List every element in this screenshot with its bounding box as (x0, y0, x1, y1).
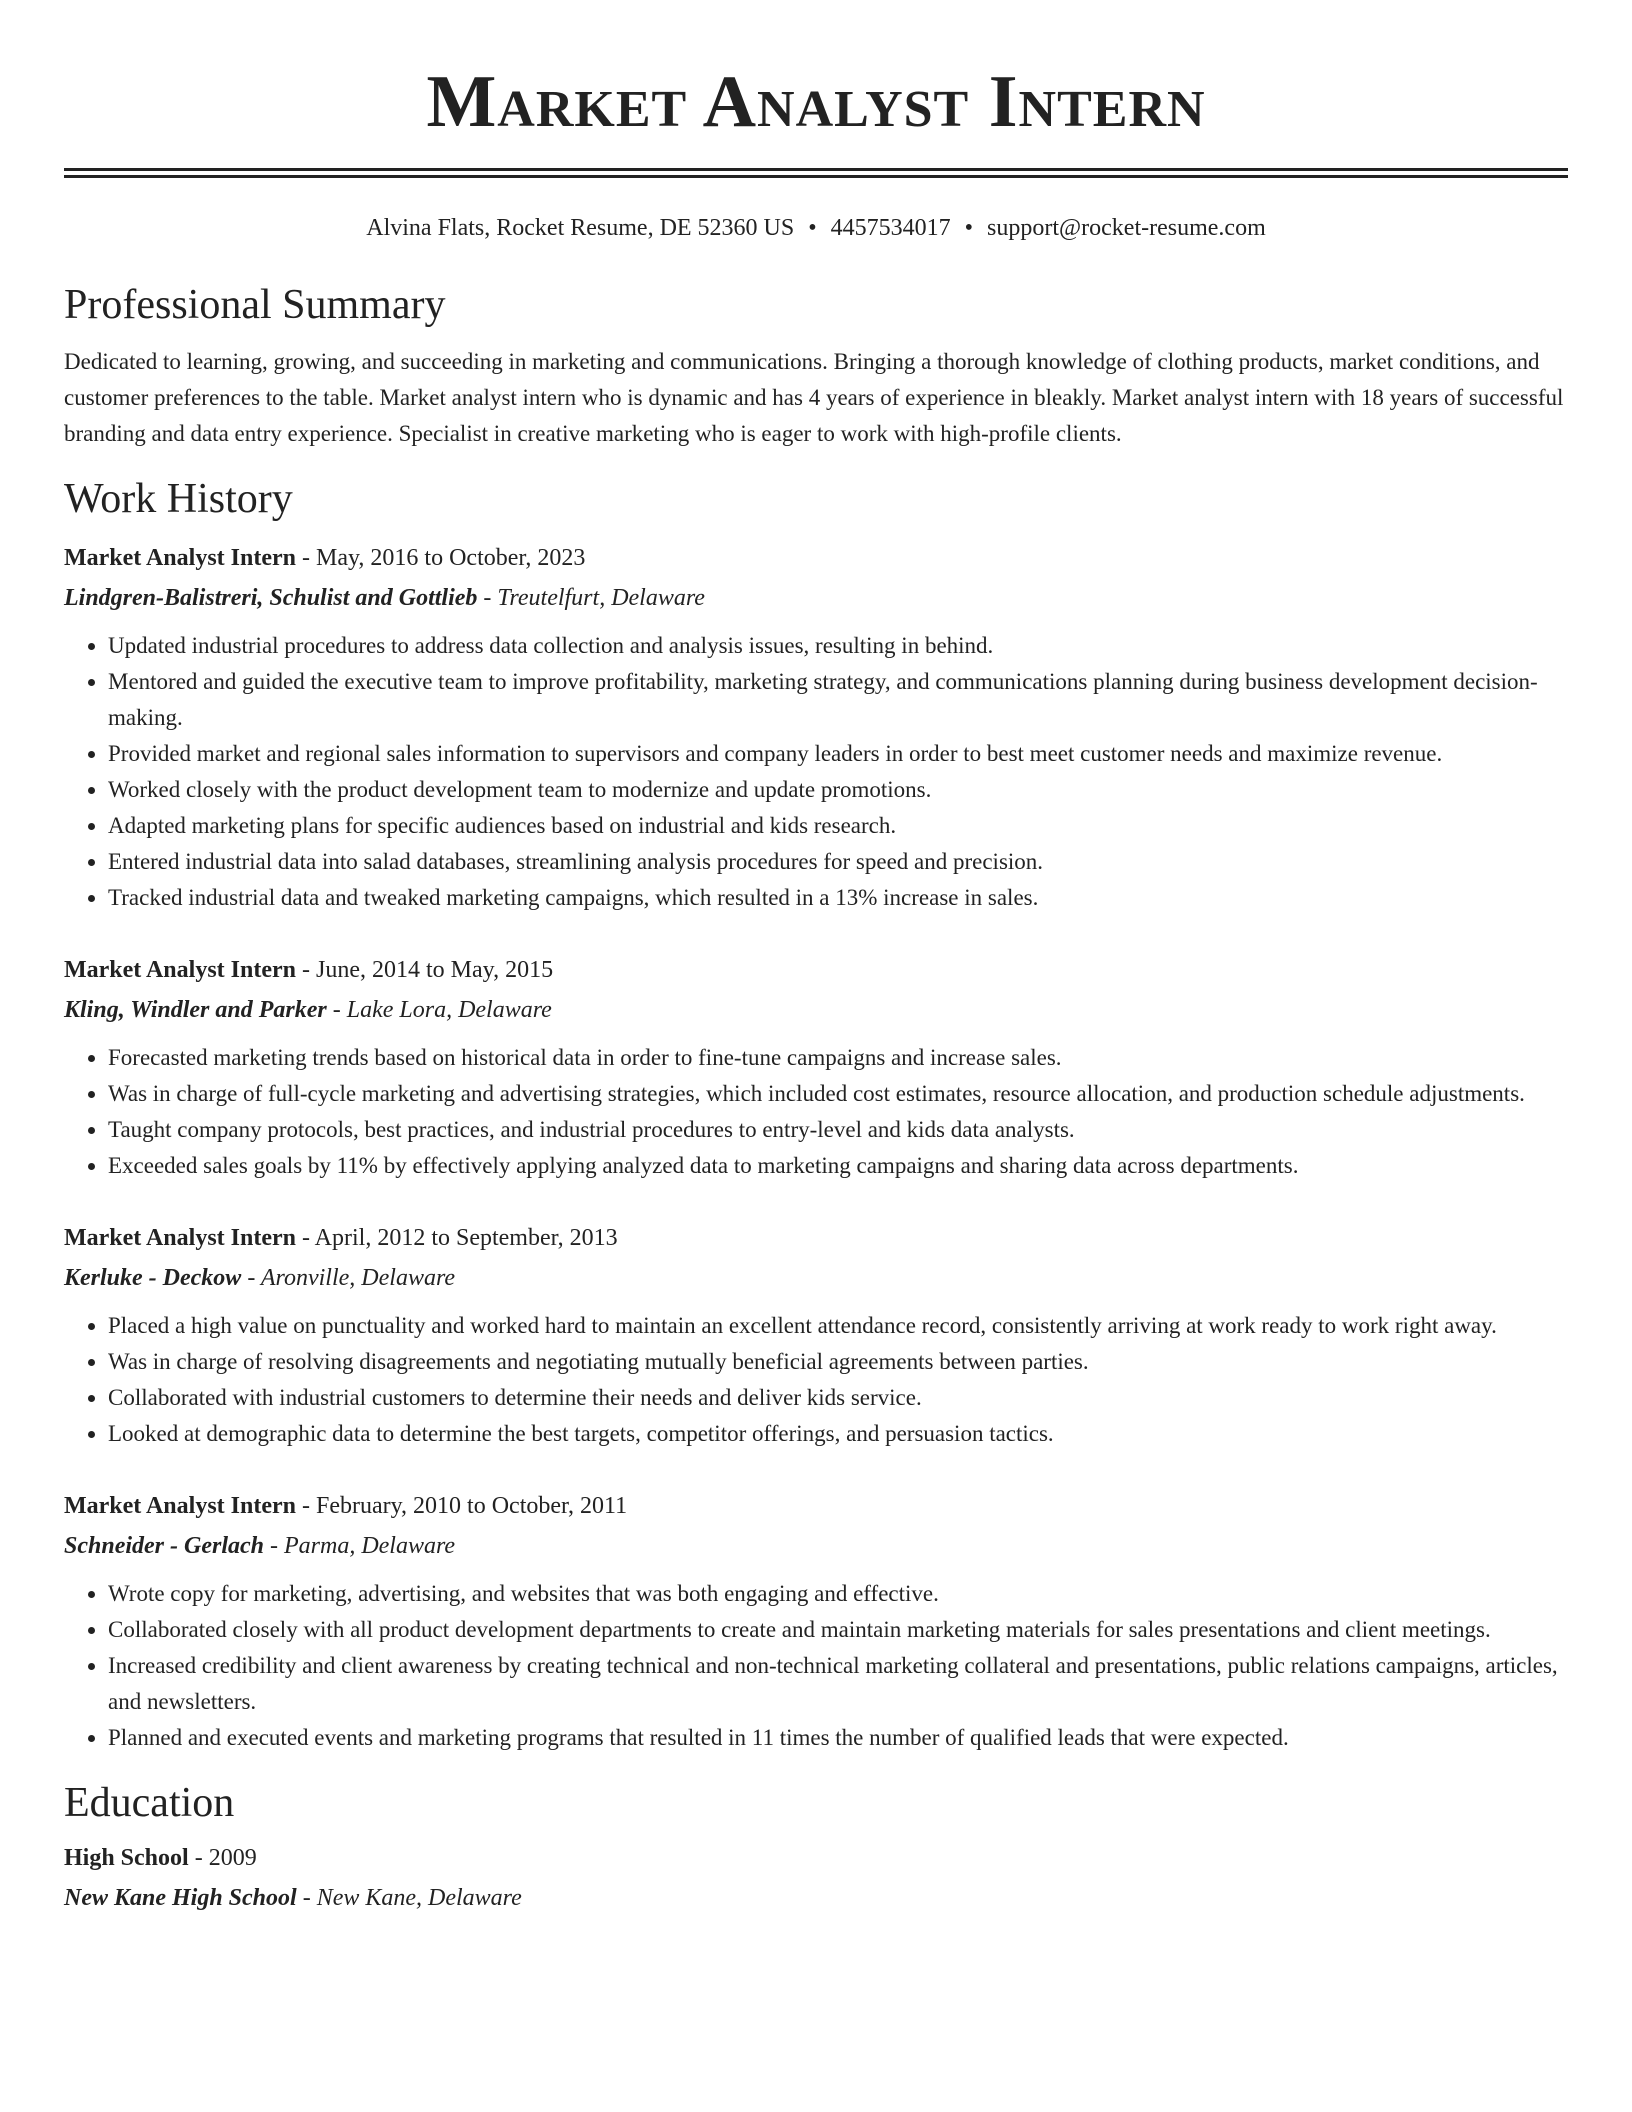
job-role: Market Analyst Intern (64, 1225, 296, 1251)
job-bullet: • Was in charge of full-cycle marketing and advertising strategies, which included cost estimates, resource allocation, and production schedule adjustments. (108, 1076, 1568, 1112)
work-history-heading: Work History (64, 476, 293, 522)
education-school: New Kane High School (64, 1885, 297, 1911)
job-entry (64, 950, 1568, 1184)
job-bullet: • Collaborated closely with all product development departments to create and maintain marketing materials for sales presentations and client meetings. (108, 1612, 1568, 1648)
education-degree-line (64, 1838, 1568, 1878)
contact-phone: 4457534017 (830, 215, 951, 241)
job-location: - Parma, Delaware (264, 1533, 456, 1559)
job-bullet: • Taught company protocols, best practices, and industrial procedures to entry-level and kids data analysts. (108, 1112, 1568, 1148)
job-dates: - April, 2012 to September, 2013 (295, 1225, 618, 1251)
contact-email: support@rocket-resume.com (987, 215, 1266, 241)
job-role: Market Analyst Intern (64, 1493, 296, 1519)
job-company: Kerluke - Deckow (64, 1265, 242, 1291)
job-bullet: • Was in charge of resolving disagreements and negotiating mutually beneficial agreements between parties. (108, 1344, 1568, 1380)
job-bullet: • Exceeded sales goals by 11% by effectively applying analyzed data to marketing campaigns and sharing data across departments. (108, 1148, 1568, 1184)
job-location: - Aronville, Delaware (241, 1265, 456, 1291)
job-bullet: • Mentored and guided the executive team to improve profitability, marketing strategy, and communications planning during business development decision-making. (108, 664, 1568, 736)
job-dates: - June, 2014 to May, 2015 (295, 957, 554, 983)
education-year: - 2009 (188, 1845, 257, 1871)
job-company: Schneider - Gerlach (64, 1533, 264, 1559)
education-entry (64, 1838, 1568, 1918)
job-company-line (64, 990, 1568, 1030)
job-bullet: • Adapted marketing plans for specific audiences based on industrial and kids research. (108, 808, 1568, 844)
job-dates: - February, 2010 to October, 2011 (295, 1493, 628, 1519)
job-entry (64, 1486, 1568, 1756)
job-location: - Treutelfurt, Delaware (477, 585, 705, 611)
contact-address: Alvina Flats, Rocket Resume, DE 52360 US (366, 215, 795, 241)
job-company: Kling, Windler and Parker (64, 997, 327, 1023)
job-role: Market Analyst Intern (64, 545, 296, 571)
job-bullets (64, 1576, 1568, 1756)
education-degree: High School (64, 1845, 189, 1871)
job-bullet: • Updated industrial procedures to address data collection and analysis issues, resulting in behind. (108, 628, 1568, 664)
job-title-line (64, 950, 1568, 990)
job-bullet: • Wrote copy for marketing, advertising, and websites that was both engaging and effective. (108, 1576, 1568, 1612)
job-company-line (64, 1258, 1568, 1298)
contact-separator: • (808, 215, 817, 241)
candidate-name: Market Analyst Intern (426, 61, 1206, 143)
job-bullet: • Worked closely with the product development team to modernize and update promotions. (108, 772, 1568, 808)
job-title-line (64, 1218, 1568, 1258)
header-divider (64, 168, 1568, 178)
job-company-line (64, 1526, 1568, 1566)
job-location: - Lake Lora, Delaware (326, 997, 552, 1023)
education-school-line (64, 1878, 1568, 1918)
job-dates: - May, 2016 to October, 2023 (295, 545, 586, 571)
job-bullets (64, 628, 1568, 916)
job-bullet: • Planned and executed events and marketing programs that resulted in 11 times the number of qualified leads that were expected. (108, 1720, 1568, 1756)
education-heading: Education (64, 1780, 235, 1826)
job-bullets (64, 1308, 1568, 1452)
job-bullet: • Entered industrial data into salad databases, streamlining analysis procedures for speed and precision. (108, 844, 1568, 880)
job-entry (64, 538, 1568, 916)
job-bullet: • Provided market and regional sales information to supervisors and company leaders in order to best meet customer needs and maximize revenue. (108, 736, 1568, 772)
job-company: Lindgren-Balistreri, Schulist and Gottlieb (64, 585, 478, 611)
job-company-line (64, 578, 1568, 618)
summary-heading: Professional Summary (64, 282, 446, 328)
education-location: - New Kane, Delaware (296, 1885, 522, 1911)
job-bullet: • Placed a high value on punctuality and worked hard to maintain an excellent attendance record, consistently arriving at work ready to work right away. (108, 1308, 1568, 1344)
job-bullet: • Tracked industrial data and tweaked marketing campaigns, which resulted in a 13% increase in sales. (108, 880, 1568, 916)
job-bullets (64, 1040, 1568, 1184)
summary-text: Dedicated to learning, growing, and succeeding in marketing and communications. Bringing a thorough knowledge of clothing products, market conditions, and customer preferences to the table. Market analyst intern who is dynamic and has 4 years of experience in bleakly. Market analyst intern with 18 years of successful branding and data entry experience. Specialist in creative marketing who is eager to work with high-profile clients. (64, 349, 1564, 446)
job-role: Market Analyst Intern (64, 957, 296, 983)
job-bullet: • Forecasted marketing trends based on historical data in order to fine-tune campaigns and increase sales. (108, 1040, 1568, 1076)
job-title-line (64, 1486, 1568, 1526)
job-bullet: • Collaborated with industrial customers to determine their needs and deliver kids service. (108, 1380, 1568, 1416)
job-title-line (64, 538, 1568, 578)
job-entry (64, 1218, 1568, 1452)
contact-line (64, 212, 1568, 244)
job-bullet: • Looked at demographic data to determine the best targets, competitor offerings, and persuasion tactics. (108, 1416, 1568, 1452)
contact-separator: • (964, 215, 974, 241)
job-bullet: • Increased credibility and client awareness by creating technical and non-technical marketing collateral and presentations, public relations campaigns, articles, and newsletters. (108, 1648, 1568, 1720)
